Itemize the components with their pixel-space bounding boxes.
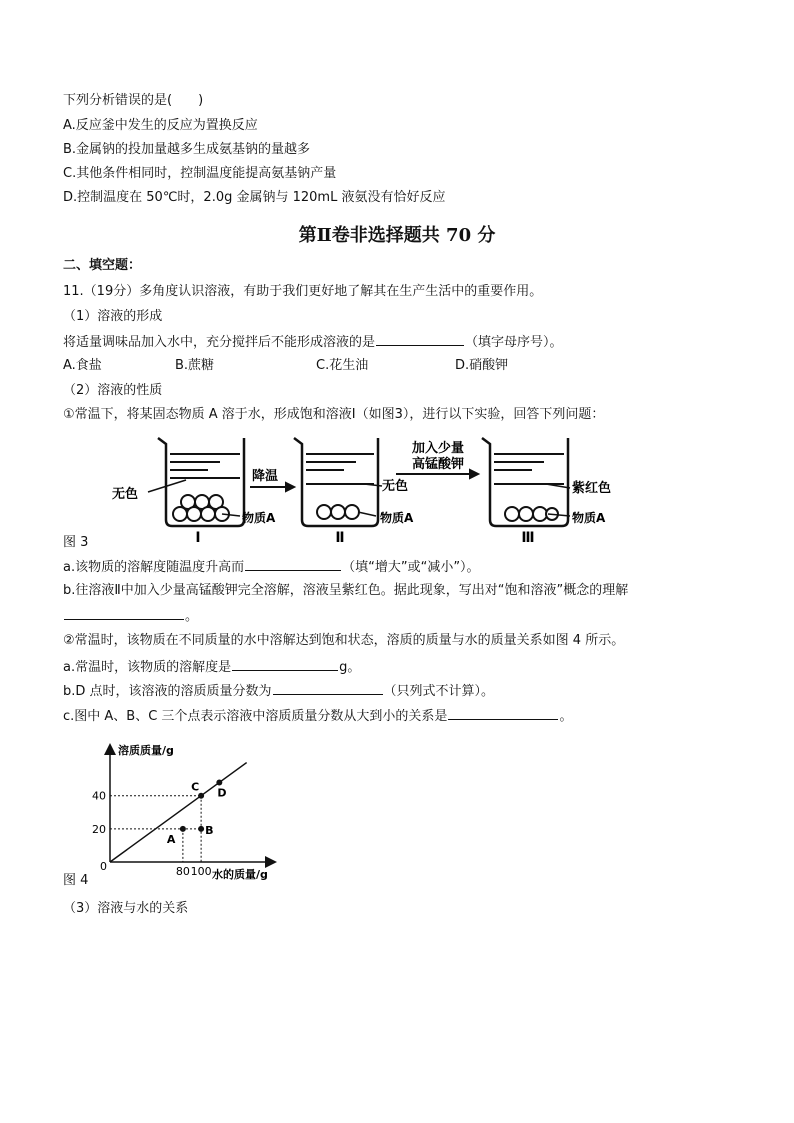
option-b: B.蔗糖	[175, 358, 215, 373]
q2a-text: a.常温时，该物质的溶解度是	[63, 660, 232, 675]
q11-intro: 11.（19分）多角度认识溶液，有助于我们更好地了解其在生产生活中的重要作用。	[63, 284, 543, 299]
option-a: A.食盐	[63, 358, 102, 373]
answer-blank[interactable]	[376, 332, 464, 346]
q10-option-a: A.反应釜中发生的反应为置换反应	[63, 118, 258, 133]
q2c	[63, 706, 572, 726]
q10-option-b: B.金属钠的投加量越多生成氨基钠的量越多	[63, 142, 311, 157]
fig4-caption: 图 4	[63, 873, 89, 888]
answer-blank[interactable]	[273, 681, 383, 695]
q2c-text: c.图中 A、B、C 三个点表示溶液中溶质质量分数从大到小的关系是	[63, 709, 448, 724]
arrow-add-label-2: 高锰酸钾	[412, 457, 465, 472]
q10-option-c: C.其他条件相同时，控制温度能提高氨基钠产量	[63, 166, 337, 181]
q2c-tail: 。	[559, 709, 573, 724]
label-substance-2: 物质A	[380, 511, 414, 525]
point-label-a: A	[166, 832, 176, 846]
point-a	[180, 826, 186, 832]
q-b-answer	[63, 606, 198, 626]
answer-blank[interactable]	[448, 706, 558, 720]
q2b-text: b.D 点时，该溶液的溶质质量分数为	[63, 684, 272, 699]
label-substance-3: 物质A	[572, 511, 606, 525]
beaker-label-1: Ⅰ	[195, 530, 201, 544]
answer-blank[interactable]	[232, 657, 338, 671]
q2a	[63, 657, 360, 677]
part-heading: 二、填空题：	[63, 258, 142, 273]
point-b	[198, 826, 204, 832]
label-purple: 紫红色	[572, 481, 612, 496]
beaker-label-2: Ⅱ	[335, 530, 345, 544]
label-colorless-1: 无色	[112, 487, 139, 502]
fig3-caption: 图 3	[63, 535, 89, 550]
option-c: C.花生油	[316, 358, 369, 373]
q11-sub1-question-text: 将适量调味品加入水中，充分搅拌后不能形成溶液的是	[63, 335, 376, 350]
q-b-end: 。	[185, 609, 199, 624]
point-label-b: B	[205, 823, 214, 837]
label-substance-1: 物质A	[242, 511, 276, 525]
q10-stem: 下列分析错误的是( )	[63, 93, 204, 108]
q11-sub2-title: （2）溶液的性质	[63, 383, 163, 398]
y-axis-label: 溶质质量/g	[118, 744, 174, 757]
q11-sub2-1-intro: ①常温下，将某固态物质 A 溶于水，形成饱和溶液Ⅰ（如图3），进行以下实验，回答下列问题：	[63, 407, 605, 422]
origin-label: 0	[100, 860, 107, 873]
answer-blank[interactable]	[64, 606, 184, 620]
q11-sub3-title: （3）溶液与水的关系	[63, 901, 189, 916]
option-d: D.硝酸钾	[455, 358, 509, 373]
x-tick-label: 80	[175, 865, 190, 878]
figure-4-chart	[88, 738, 288, 884]
q2b-tail: （只列式不计算）。	[383, 684, 495, 699]
beaker-label-3: Ⅲ	[521, 530, 535, 544]
label-colorless-2: 无色	[382, 479, 409, 494]
arrow-cooling-label: 降温	[252, 469, 279, 484]
y-tick-label: 20	[92, 822, 106, 836]
q11-sub2-2-intro: ②常温时，该物质在不同质量的水中溶解达到饱和状态，溶质的质量与水的质量关系如图 4 所示。	[63, 633, 625, 648]
x-axis-label: 水的质量/g	[212, 868, 268, 881]
q-b: b.往溶液Ⅱ中加入少量高锰酸钾完全溶解，溶液呈紫红色。据此现象，写出对“饱和溶液”概念的理解	[63, 583, 629, 598]
q11-sub1-question-tail: （填字母序号）。	[465, 335, 563, 350]
arrow-add-label-1: 加入少量	[412, 441, 465, 456]
solubility-line	[110, 763, 247, 862]
answer-blank[interactable]	[245, 557, 341, 571]
q10-option-d: D.控制温度在 50℃时，2.0g 金属钠与 120mL 液氨没有恰好反应	[63, 190, 446, 205]
q2a-tail: g。	[339, 660, 361, 675]
q-a	[63, 557, 480, 577]
q11-sub1-title: （1）溶液的形成	[63, 309, 163, 324]
q11-sub1-question	[63, 332, 563, 352]
point-d	[216, 779, 222, 785]
point-label-d: D	[217, 786, 227, 800]
q-a-tail: （填“增大”或“减小”）。	[342, 560, 480, 575]
y-tick-label: 40	[92, 789, 106, 803]
point-label-c: C	[191, 780, 200, 794]
q-a-text: a.该物质的溶解度随温度升高而	[63, 560, 245, 575]
section-title: 第Ⅱ卷非选择题共 70 分	[298, 225, 496, 246]
figure-3	[100, 432, 660, 544]
x-tick-label: 100	[190, 865, 212, 878]
q2b	[63, 681, 494, 701]
